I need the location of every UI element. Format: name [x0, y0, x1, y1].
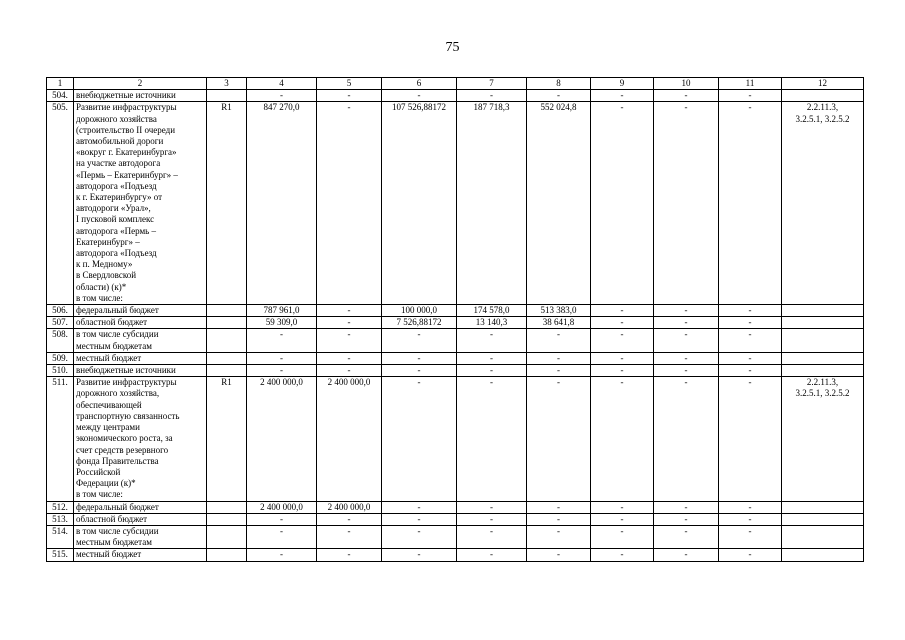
year-2019-cell: - [317, 513, 382, 525]
year-2023-cell: - [591, 549, 654, 561]
table-row [47, 329, 864, 352]
funding-code-cell [207, 365, 247, 377]
line-name-cell: внебюджетные источники [74, 90, 207, 102]
year-2021-cell: - [457, 365, 527, 377]
row-number-cell: 509. [47, 352, 74, 364]
year-2019-cell: 2 400 000,0 [317, 377, 382, 501]
target-indicators-cell [782, 365, 864, 377]
table-row [47, 525, 864, 548]
table-row [47, 377, 864, 501]
year-2022-cell: 513 383,0 [527, 305, 591, 317]
budget-table [46, 77, 864, 562]
total-amount-cell: 2 400 000,0 [247, 377, 317, 501]
year-2019-cell: - [317, 317, 382, 329]
total-amount-cell: 847 270,0 [247, 102, 317, 305]
year-2020-cell: - [382, 90, 457, 102]
year-2025-cell: - [719, 102, 782, 305]
funding-code-cell [207, 501, 247, 513]
target-indicators-cell [782, 352, 864, 364]
year-2019-cell: - [317, 329, 382, 352]
year-2024-cell: - [654, 501, 719, 513]
table-row [47, 90, 864, 102]
target-indicators-cell [782, 305, 864, 317]
line-name-cell: Развитие инфраструктуры дорожного хозяйства (строительство II очереди автомобильной дороги «вокруг г. Екатеринбурга» на участке автодорога «Пермь – Екатеринбург» – автодорога «Подъезд к г. Екатеринбургу» от автодороги «Урал», I пусковой комплекс автодорога «Пермь – Екатеринбург» – автодорога «Подъезд к п. Медному» в Свердловской области) (к)* в том числе: [74, 102, 207, 305]
year-2022-cell: - [527, 377, 591, 501]
year-2023-cell: - [591, 513, 654, 525]
header-cell-9: 9 [591, 78, 654, 90]
row-number-cell: 515. [47, 549, 74, 561]
year-2021-cell: - [457, 329, 527, 352]
year-2019-cell: - [317, 525, 382, 548]
total-amount-cell: 787 961,0 [247, 305, 317, 317]
year-2025-cell: - [719, 329, 782, 352]
year-2021-cell: - [457, 513, 527, 525]
header-cell-6: 6 [382, 78, 457, 90]
funding-code-cell: R1 [207, 377, 247, 501]
year-2021-cell: - [457, 549, 527, 561]
line-name-cell: федеральный бюджет [74, 501, 207, 513]
year-2022-cell: - [527, 329, 591, 352]
year-2021-cell: 187 718,3 [457, 102, 527, 305]
row-number-cell: 510. [47, 365, 74, 377]
funding-code-cell [207, 305, 247, 317]
header-cell-4: 4 [247, 78, 317, 90]
year-2022-cell: 552 024,8 [527, 102, 591, 305]
funding-code-cell [207, 513, 247, 525]
header-row [47, 78, 864, 90]
row-number-cell: 514. [47, 525, 74, 548]
total-amount-cell: - [247, 365, 317, 377]
funding-code-cell [207, 329, 247, 352]
year-2023-cell: - [591, 525, 654, 548]
year-2024-cell: - [654, 525, 719, 548]
target-indicators-cell [782, 329, 864, 352]
year-2020-cell: - [382, 352, 457, 364]
year-2022-cell: - [527, 90, 591, 102]
year-2023-cell: - [591, 317, 654, 329]
table-row [47, 305, 864, 317]
header-cell-12: 12 [782, 78, 864, 90]
year-2021-cell: 13 140,3 [457, 317, 527, 329]
year-2022-cell: - [527, 501, 591, 513]
target-indicators-cell: 2.2.11.3, 3.2.5.1, 3.2.5.2 [782, 377, 864, 501]
total-amount-cell: - [247, 352, 317, 364]
line-name-cell: Развитие инфраструктуры дорожного хозяйства, обеспечивающей транспортную связанность между центрами экономического роста, за счет средств резервного фонда Правительства Российской Федерации (к)* в том числе: [74, 377, 207, 501]
year-2019-cell: - [317, 102, 382, 305]
year-2025-cell: - [719, 365, 782, 377]
row-number-cell: 506. [47, 305, 74, 317]
year-2021-cell: 174 578,0 [457, 305, 527, 317]
year-2024-cell: - [654, 90, 719, 102]
year-2023-cell: - [591, 90, 654, 102]
year-2024-cell: - [654, 102, 719, 305]
row-number-cell: 504. [47, 90, 74, 102]
year-2022-cell: - [527, 365, 591, 377]
line-name-cell: местный бюджет [74, 549, 207, 561]
year-2023-cell: - [591, 305, 654, 317]
year-2023-cell: - [591, 329, 654, 352]
table-row [47, 365, 864, 377]
table-row [47, 501, 864, 513]
year-2023-cell: - [591, 377, 654, 501]
year-2022-cell: - [527, 513, 591, 525]
line-name-cell: в том числе субсидии местным бюджетам [74, 329, 207, 352]
year-2023-cell: - [591, 352, 654, 364]
total-amount-cell: - [247, 513, 317, 525]
year-2021-cell: - [457, 90, 527, 102]
line-name-cell: областной бюджет [74, 317, 207, 329]
target-indicators-cell [782, 513, 864, 525]
year-2020-cell: - [382, 329, 457, 352]
target-indicators-cell [782, 90, 864, 102]
header-cell-3: 3 [207, 78, 247, 90]
target-indicators-cell: 2.2.11.3, 3.2.5.1, 3.2.5.2 [782, 102, 864, 305]
year-2025-cell: - [719, 549, 782, 561]
row-number-cell: 512. [47, 501, 74, 513]
funding-code-cell [207, 90, 247, 102]
funding-code-cell: R1 [207, 102, 247, 305]
year-2024-cell: - [654, 317, 719, 329]
total-amount-cell: - [247, 525, 317, 548]
year-2020-cell: - [382, 525, 457, 548]
year-2019-cell: - [317, 305, 382, 317]
year-2022-cell: - [527, 549, 591, 561]
year-2020-cell: - [382, 365, 457, 377]
year-2025-cell: - [719, 377, 782, 501]
year-2020-cell: - [382, 501, 457, 513]
table-body [47, 90, 864, 561]
year-2023-cell: - [591, 102, 654, 305]
year-2022-cell: - [527, 525, 591, 548]
year-2019-cell: - [317, 90, 382, 102]
year-2019-cell: - [317, 365, 382, 377]
year-2024-cell: - [654, 365, 719, 377]
year-2022-cell: - [527, 352, 591, 364]
total-amount-cell: - [247, 90, 317, 102]
funding-code-cell [207, 549, 247, 561]
year-2019-cell: - [317, 352, 382, 364]
year-2025-cell: - [719, 513, 782, 525]
year-2025-cell: - [719, 525, 782, 548]
target-indicators-cell [782, 549, 864, 561]
year-2021-cell: - [457, 501, 527, 513]
table-row [47, 513, 864, 525]
year-2025-cell: - [719, 90, 782, 102]
funding-code-cell [207, 317, 247, 329]
target-indicators-cell [782, 501, 864, 513]
year-2019-cell: - [317, 549, 382, 561]
header-cell-7: 7 [457, 78, 527, 90]
line-name-cell: в том числе субсидии местным бюджетам [74, 525, 207, 548]
header-cell-1: 1 [47, 78, 74, 90]
year-2024-cell: - [654, 352, 719, 364]
target-indicators-cell [782, 317, 864, 329]
year-2020-cell: 7 526,88172 [382, 317, 457, 329]
funding-code-cell [207, 352, 247, 364]
year-2024-cell: - [654, 305, 719, 317]
year-2020-cell: - [382, 513, 457, 525]
table-header [47, 78, 864, 90]
target-indicators-cell [782, 525, 864, 548]
year-2022-cell: 38 641,8 [527, 317, 591, 329]
year-2024-cell: - [654, 549, 719, 561]
year-2024-cell: - [654, 377, 719, 501]
header-cell-8: 8 [527, 78, 591, 90]
header-cell-11: 11 [719, 78, 782, 90]
total-amount-cell: 2 400 000,0 [247, 501, 317, 513]
year-2023-cell: - [591, 365, 654, 377]
funding-code-cell [207, 525, 247, 548]
year-2025-cell: - [719, 317, 782, 329]
total-amount-cell: - [247, 549, 317, 561]
year-2020-cell: - [382, 549, 457, 561]
year-2020-cell: - [382, 377, 457, 501]
year-2025-cell: - [719, 305, 782, 317]
year-2021-cell: - [457, 352, 527, 364]
line-name-cell: внебюджетные источники [74, 365, 207, 377]
row-number-cell: 508. [47, 329, 74, 352]
table-row [47, 352, 864, 364]
year-2021-cell: - [457, 525, 527, 548]
year-2025-cell: - [719, 501, 782, 513]
row-number-cell: 507. [47, 317, 74, 329]
year-2024-cell: - [654, 329, 719, 352]
header-cell-2: 2 [74, 78, 207, 90]
year-2024-cell: - [654, 513, 719, 525]
line-name-cell: местный бюджет [74, 352, 207, 364]
year-2021-cell: - [457, 377, 527, 501]
line-name-cell: федеральный бюджет [74, 305, 207, 317]
total-amount-cell: 59 309,0 [247, 317, 317, 329]
year-2020-cell: 107 526,88172 [382, 102, 457, 305]
header-cell-5: 5 [317, 78, 382, 90]
table-row [47, 102, 864, 305]
year-2019-cell: 2 400 000,0 [317, 501, 382, 513]
table-row [47, 549, 864, 561]
line-name-cell: областной бюджет [74, 513, 207, 525]
header-cell-10: 10 [654, 78, 719, 90]
row-number-cell: 505. [47, 102, 74, 305]
row-number-cell: 513. [47, 513, 74, 525]
row-number-cell: 511. [47, 377, 74, 501]
page-number: 75 [445, 40, 460, 55]
table-row [47, 317, 864, 329]
year-2025-cell: - [719, 352, 782, 364]
total-amount-cell: - [247, 329, 317, 352]
year-2023-cell: - [591, 501, 654, 513]
year-2020-cell: 100 000,0 [382, 305, 457, 317]
